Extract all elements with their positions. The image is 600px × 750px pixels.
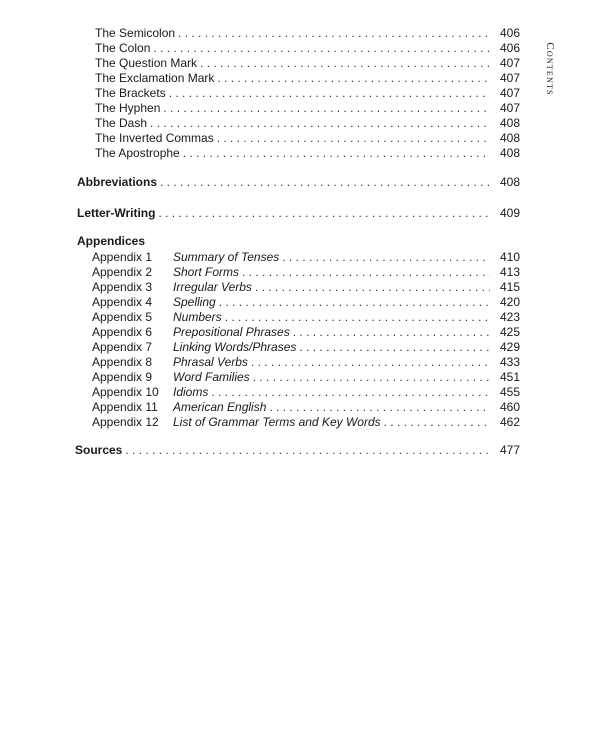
toc-entry-sources[interactable] xyxy=(75,442,520,458)
toc-entry-label: The Hyphen xyxy=(95,101,161,115)
toc-entry-label: The Dash xyxy=(95,116,148,130)
dot-leader xyxy=(384,414,490,430)
toc-page-number: 407 xyxy=(499,71,520,85)
toc-entry-appendix-6[interactable] xyxy=(92,324,520,340)
dot-leader xyxy=(293,324,490,340)
dot-leader xyxy=(269,399,490,415)
appendix-title: Short Forms xyxy=(173,265,240,279)
dot-leader xyxy=(217,70,490,86)
appendix-number: Appendix 4 xyxy=(92,295,153,309)
toc-entry-label: Letter-Writing xyxy=(77,206,156,220)
toc-entry-colon[interactable] xyxy=(95,40,520,56)
dot-leader xyxy=(183,145,490,161)
toc-entry-appendix-1[interactable] xyxy=(92,249,520,265)
toc-entry-appendix-11[interactable] xyxy=(92,399,520,415)
appendix-number: Appendix 2 xyxy=(92,265,153,279)
appendix-title: List of Grammar Terms and Key Words xyxy=(173,415,381,429)
dot-leader xyxy=(299,339,490,355)
appendix-number: Appendix 5 xyxy=(92,310,153,324)
toc-entry-appendix-12[interactable] xyxy=(92,414,520,430)
appendix-number: Appendix 1 xyxy=(92,250,153,264)
dot-leader xyxy=(160,174,490,190)
toc-entry-appendix-7[interactable] xyxy=(92,339,520,355)
toc-entry-appendix-3[interactable] xyxy=(92,279,520,295)
dot-leader xyxy=(178,25,490,41)
toc-entry-appendix-10[interactable] xyxy=(92,384,520,400)
toc-entry-appendix-9[interactable] xyxy=(92,369,520,385)
dot-leader xyxy=(200,55,490,71)
toc-entry-dash[interactable] xyxy=(95,115,520,131)
toc-entry-label: The Apostrophe xyxy=(95,146,180,160)
dot-leader xyxy=(158,205,490,221)
toc-entry-label: The Exclamation Mark xyxy=(95,71,215,85)
contents-side-label-text: Contents xyxy=(544,42,556,96)
dot-leader xyxy=(163,100,490,116)
appendix-title: Spelling xyxy=(173,295,216,309)
appendix-number: Appendix 11 xyxy=(92,400,158,414)
toc-entry-letter-writing[interactable] xyxy=(77,205,520,221)
dot-leader xyxy=(253,369,490,385)
toc-entry-appendix-2[interactable] xyxy=(92,264,520,280)
toc-page-number: 407 xyxy=(499,56,520,70)
toc-entry-abbreviations[interactable] xyxy=(77,174,520,190)
appendix-title: Summary of Tenses xyxy=(173,250,280,264)
toc-entry-question-mark[interactable] xyxy=(95,55,520,71)
toc-page-number: 410 xyxy=(499,250,520,264)
dot-leader xyxy=(150,115,490,131)
appendix-number: Appendix 12 xyxy=(92,415,159,429)
toc-page-number: 477 xyxy=(499,443,520,457)
toc-entry-label: Sources xyxy=(75,443,123,457)
appendix-title: Numbers xyxy=(173,310,222,324)
dot-leader xyxy=(219,294,490,310)
appendix-title: Word Families xyxy=(173,370,250,384)
toc-page-number: 451 xyxy=(499,370,520,384)
appendix-number: Appendix 9 xyxy=(92,370,153,384)
toc-page-number: 420 xyxy=(499,295,520,309)
dot-leader xyxy=(255,279,490,295)
dot-leader xyxy=(217,130,490,146)
dot-leader xyxy=(169,85,490,101)
appendix-number: Appendix 3 xyxy=(92,280,153,294)
dot-leader xyxy=(125,442,490,458)
toc-page-number: 407 xyxy=(499,86,520,100)
toc-page-number: 408 xyxy=(499,146,520,160)
appendix-number: Appendix 6 xyxy=(92,325,153,339)
toc-entry-label: The Colon xyxy=(95,41,151,55)
toc-page-number: 407 xyxy=(499,101,520,115)
toc-entry-label: Abbreviations xyxy=(77,175,158,189)
toc-entry-label: The Semicolon xyxy=(95,26,176,40)
toc-page-number: 433 xyxy=(499,355,520,369)
toc-page-number: 408 xyxy=(499,175,520,189)
toc-entry-hyphen[interactable] xyxy=(95,100,520,116)
toc-page-number: 415 xyxy=(499,280,520,294)
toc-page-number: 406 xyxy=(499,41,520,55)
dot-leader xyxy=(242,264,490,280)
toc-page-number: 455 xyxy=(499,385,520,399)
toc-entry-exclamation-mark[interactable] xyxy=(95,70,520,86)
appendix-number: Appendix 8 xyxy=(92,355,153,369)
dot-leader xyxy=(251,354,490,370)
toc-entry-semicolon[interactable] xyxy=(95,25,520,41)
dot-leader xyxy=(153,40,490,56)
appendix-title: American English xyxy=(173,400,267,414)
toc-entry-appendix-5[interactable] xyxy=(92,309,520,325)
appendix-title: Idioms xyxy=(173,385,209,399)
toc-page-number: 408 xyxy=(499,131,520,145)
toc-page-number: 425 xyxy=(499,325,520,339)
toc-entry-appendix-8[interactable] xyxy=(92,354,520,370)
toc-entry-inverted-commas[interactable] xyxy=(95,130,520,146)
appendix-title: Phrasal Verbs xyxy=(173,355,248,369)
appendix-title: Linking Words/Phrases xyxy=(173,340,297,354)
dot-leader xyxy=(225,309,490,325)
toc-entry-appendix-4[interactable] xyxy=(92,294,520,310)
appendix-title: Irregular Verbs xyxy=(173,280,252,294)
appendix-number: Appendix 10 xyxy=(92,385,159,399)
dot-leader xyxy=(282,249,490,265)
toc-entry-apostrophe[interactable] xyxy=(95,145,520,161)
appendices-heading: Appendices xyxy=(77,234,146,248)
toc-page-number: 462 xyxy=(499,415,520,429)
toc-page-number: 413 xyxy=(499,265,520,279)
toc-page-number: 460 xyxy=(499,400,520,414)
appendix-number: Appendix 7 xyxy=(92,340,153,354)
appendix-title: Prepositional Phrases xyxy=(173,325,290,339)
toc-page-number: 429 xyxy=(499,340,520,354)
toc-entry-label: The Question Mark xyxy=(95,56,198,70)
toc-page-number: 406 xyxy=(499,26,520,40)
toc-page-number: 409 xyxy=(499,206,520,220)
toc-entry-label: The Brackets xyxy=(95,86,166,100)
toc-page-number: 408 xyxy=(499,116,520,130)
toc-entry-label: The Inverted Commas xyxy=(95,131,214,145)
toc-page-number: 423 xyxy=(499,310,520,324)
toc-entry-brackets[interactable] xyxy=(95,85,520,101)
dot-leader xyxy=(211,384,490,400)
contents-side-label xyxy=(541,24,559,114)
